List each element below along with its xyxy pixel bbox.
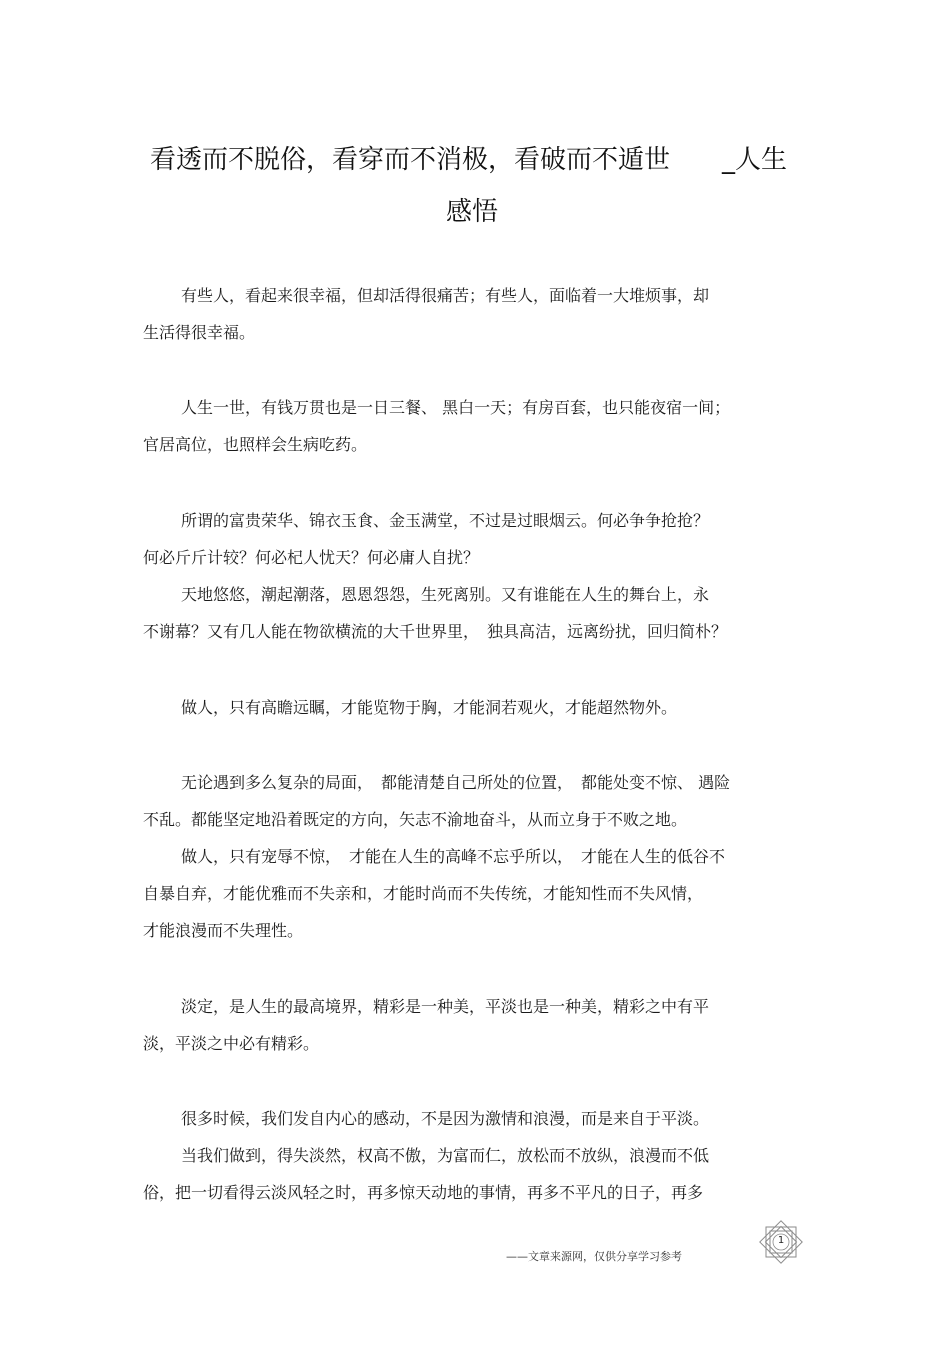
paragraph-line: 无论遇到多么复杂的局面， 都能清楚自己所处的位置， 都能处变不惊、 遇险 — [181, 773, 731, 792]
page-title-line-2: 感悟 — [446, 197, 499, 227]
paragraph-line: 淡，平淡之中必有精彩。 — [143, 1034, 320, 1053]
paragraph-line: 做人，只有宠辱不惊， 才能在人生的高峰不忘乎所以， 才能在人生的低谷不 — [181, 847, 726, 866]
page-number-badge — [757, 1220, 805, 1264]
paragraph-line: 做人，只有高瞻远瞩，才能览物于胸，才能洞若观火，才能超然物外。 — [181, 698, 678, 717]
paragraph-line: 官居高位，也照样会生病吃药。 — [143, 435, 368, 454]
paragraph-line: 当我们做到，得失淡然，权高不傲，为富而仁，放松而不放纵，浪漫而不低 — [181, 1146, 710, 1165]
paragraph-line: 人生一世，有钱万贯也是一日三餐、 黑白一天；有房百套，也只能夜宿一间； — [181, 398, 731, 417]
paragraph-line: 有些人，看起来很幸福，但却活得很痛苦；有些人，面临着一大堆烦事，却 — [181, 286, 710, 305]
paragraph-line: 何必斤斤计较？何必杞人忧天？何必庸人自扰？ — [143, 548, 480, 567]
paragraph-line: 不乱。都能坚定地沿着既定的方向，矢志不渝地奋斗，从而立身于不败之地。 — [143, 810, 688, 829]
paragraph-line: 自暴自弃，才能优雅而不失亲和，才能时尚而不失传统，才能知性而不失风情， — [143, 884, 704, 903]
paragraph-line: 才能浪漫而不失理性。 — [143, 921, 304, 940]
paragraph-line: 很多时候，我们发自内心的感动，不是因为激情和浪漫，而是来自于平淡。 — [181, 1109, 710, 1128]
paragraph-line: 天地悠悠，潮起潮落，恩恩怨怨，生死离别。又有谁能在人生的舞台上，永 — [181, 585, 710, 604]
paragraph-line: 不谢幕？又有几人能在物欲横流的大千世界里， 独具高洁，远离纷扰，回归简朴？ — [143, 622, 728, 641]
paragraph-line: 生活得很幸福。 — [143, 323, 256, 342]
page-number: 1 — [777, 1235, 785, 1246]
footer-source-note: ——文章来源网，仅供分享学习参考 — [506, 1250, 682, 1263]
paragraph-line: 俗，把一切看得云淡风轻之时，再多惊天动地的事情，再多不平凡的日子，再多 — [143, 1183, 704, 1202]
paragraph-line: 所谓的富贵荣华、锦衣玉食、金玉满堂，不过是过眼烟云。何必争争抢抢？ — [181, 511, 710, 530]
paragraph-line: 淡定，是人生的最高境界，精彩是一种美，平淡也是一种美，精彩之中有平 — [181, 997, 710, 1016]
page-title-line-1: 看透而不脱俗，看穿而不消极，看破而不遁世 _人生 — [150, 145, 788, 175]
